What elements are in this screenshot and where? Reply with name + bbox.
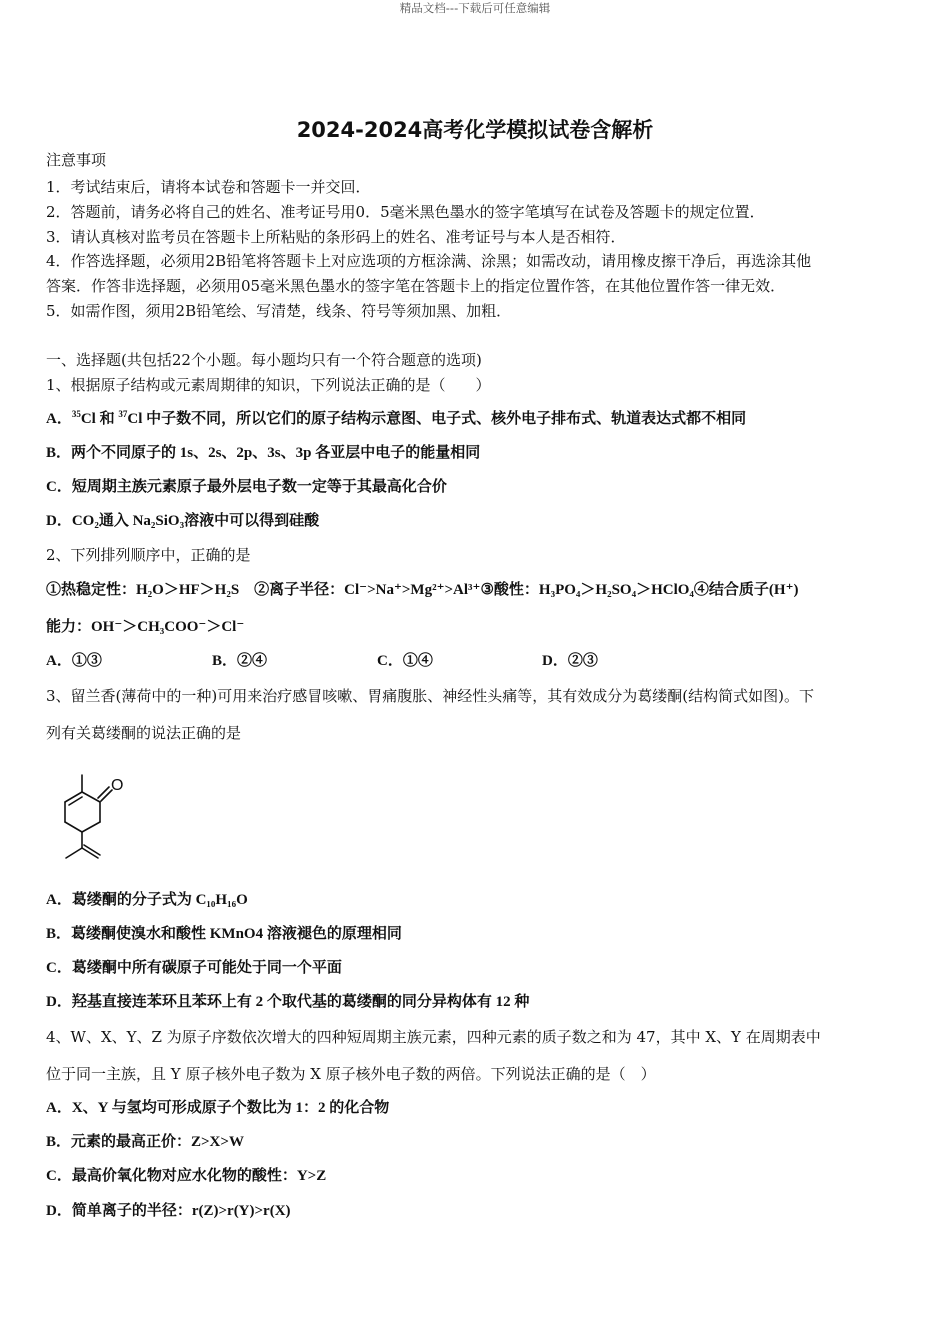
q2-line-1: ①热稳定性：H₂O＞HF＞H₂S ②离子半径：Cl⁻>Na⁺>Mg²⁺>Al³⁺③酸性：H₃PO₄＞H₂SO₄＞HClO₄④结合质子(H⁺) [46, 582, 799, 598]
q2-option-a: A．①③ [46, 653, 102, 669]
q3-option-a: A．葛缕酮的分子式为 C₁₀H₁₆O [46, 892, 248, 908]
q1-option-a [46, 409, 746, 429]
q4-option-c: C．最高价氧化物对应水化物的酸性：Y>Z [46, 1168, 327, 1184]
q4-option-a: A．X、Y 与氢均可形成原子个数比为 1：2 的化合物 [46, 1100, 390, 1116]
q1-a-mass-37: 37 [118, 409, 128, 419]
notice-item-2: 2．答题前，请务必将自己的姓名、准考证号用0．5毫米黑色墨水的签字笔填写在试卷及答题卡的规定位置． [46, 203, 765, 221]
document-title: 2024-2024高考化学模拟试卷含解析 [296, 118, 654, 142]
carvone-structure-diagram [52, 768, 142, 868]
q1-stem: 1、根据原子结构或元素周期律的知识，下列说法正确的是（ ） [46, 376, 491, 394]
q3-option-c: C．葛缕酮中所有碳原子可能处于同一个平面 [46, 960, 342, 976]
q4-stem-1: 4、W、X、Y、Z 为原子序数依次增大的四种短周期主族元素，四种元素的质子数之和为 47，其中 X、Y 在周期表中 [46, 1028, 821, 1046]
notice-item-5: 5．如需作图，须用2B铅笔绘、写清楚，线条、符号等须加黑、加粗． [46, 302, 512, 320]
q3-stem-2: 列有关葛缕酮的说法正确的是 [46, 724, 242, 742]
q2-stem: 2、下列排列顺序中，正确的是 [46, 546, 251, 564]
notice-item-3: 3．请认真核对监考员在答题卡上所粘贴的条形码上的姓名、准考证号与本人是否相符． [46, 228, 626, 246]
page-header: 精品文档---下载后可任意编辑 [399, 1, 551, 15]
q2-option-c: C．①④ [377, 653, 433, 669]
q4-stem-2: 位于同一主族，且 Y 原子核外电子数为 X 原子核外电子数的两倍。下列说法正确的是（ ） [46, 1065, 656, 1083]
q1-a-text1: Cl 和 [80, 411, 119, 427]
notice-item-4: 4．作答选择题，必须用2B铅笔将答题卡上对应选项的方框涂满、涂黑；如需改动，请用橡皮擦干净后，再选涂其他 [46, 252, 812, 270]
q1-a-text2: Cl 中子数不同，所以它们的原子结构示意图、电子式、核外电子排布式、轨道表达式都不相同 [127, 411, 747, 427]
q2-option-b: B．②④ [212, 653, 268, 669]
q3-stem-1: 3、留兰香(薄荷中的一种)可用来治疗感冒咳嗽、胃痛腹胀、神经性头痛等，其有效成分为葛缕酮(结构简式如图)。下 [46, 687, 814, 705]
q3-option-d: D．羟基直接连苯环且苯环上有 2 个取代基的葛缕酮的同分异构体有 12 种 [46, 994, 530, 1010]
q4-option-b: B．元素的最高正价：Z>X>W [46, 1134, 244, 1150]
notice-item-1: 1．考试结束后，请将本试卷和答题卡一并交回． [46, 178, 371, 196]
section-heading: 一、选择题(共包括22个小题。每小题均只有一个符合题意的选项) [46, 351, 482, 369]
q1-option-b: B．两个不同原子的 1s、2s、2p、3s、3p 各亚层中电子的能量相同 [46, 445, 481, 461]
q1-a-prefix: A． [46, 411, 72, 427]
q1-option-d: D．CO₂通入 Na₂SiO₃溶液中可以得到硅酸 [46, 513, 320, 529]
q4-option-d: D．简单离子的半径：r(Z)>r(Y)>r(X) [46, 1203, 291, 1219]
oxygen-label: O [111, 777, 124, 794]
q2-line-2: 能力：OH⁻＞CH₃COO⁻＞Cl⁻ [46, 619, 245, 635]
q1-a-mass-35: 35 [71, 409, 81, 419]
q2-option-d: D．②③ [542, 653, 598, 669]
notice-item-4-cont: 答案．作答非选择题，必须用05毫米黑色墨水的签字笔在答题卡上的指定位置作答，在其他位置作答一律无效． [46, 277, 786, 295]
q3-option-b: B．葛缕酮使溴水和酸性 KMnO4 溶液褪色的原理相同 [46, 926, 402, 942]
q1-option-c: C．短周期主族元素原子最外层电子数一定等于其最高化合价 [46, 479, 447, 495]
notice-heading: 注意事项 [46, 151, 107, 169]
